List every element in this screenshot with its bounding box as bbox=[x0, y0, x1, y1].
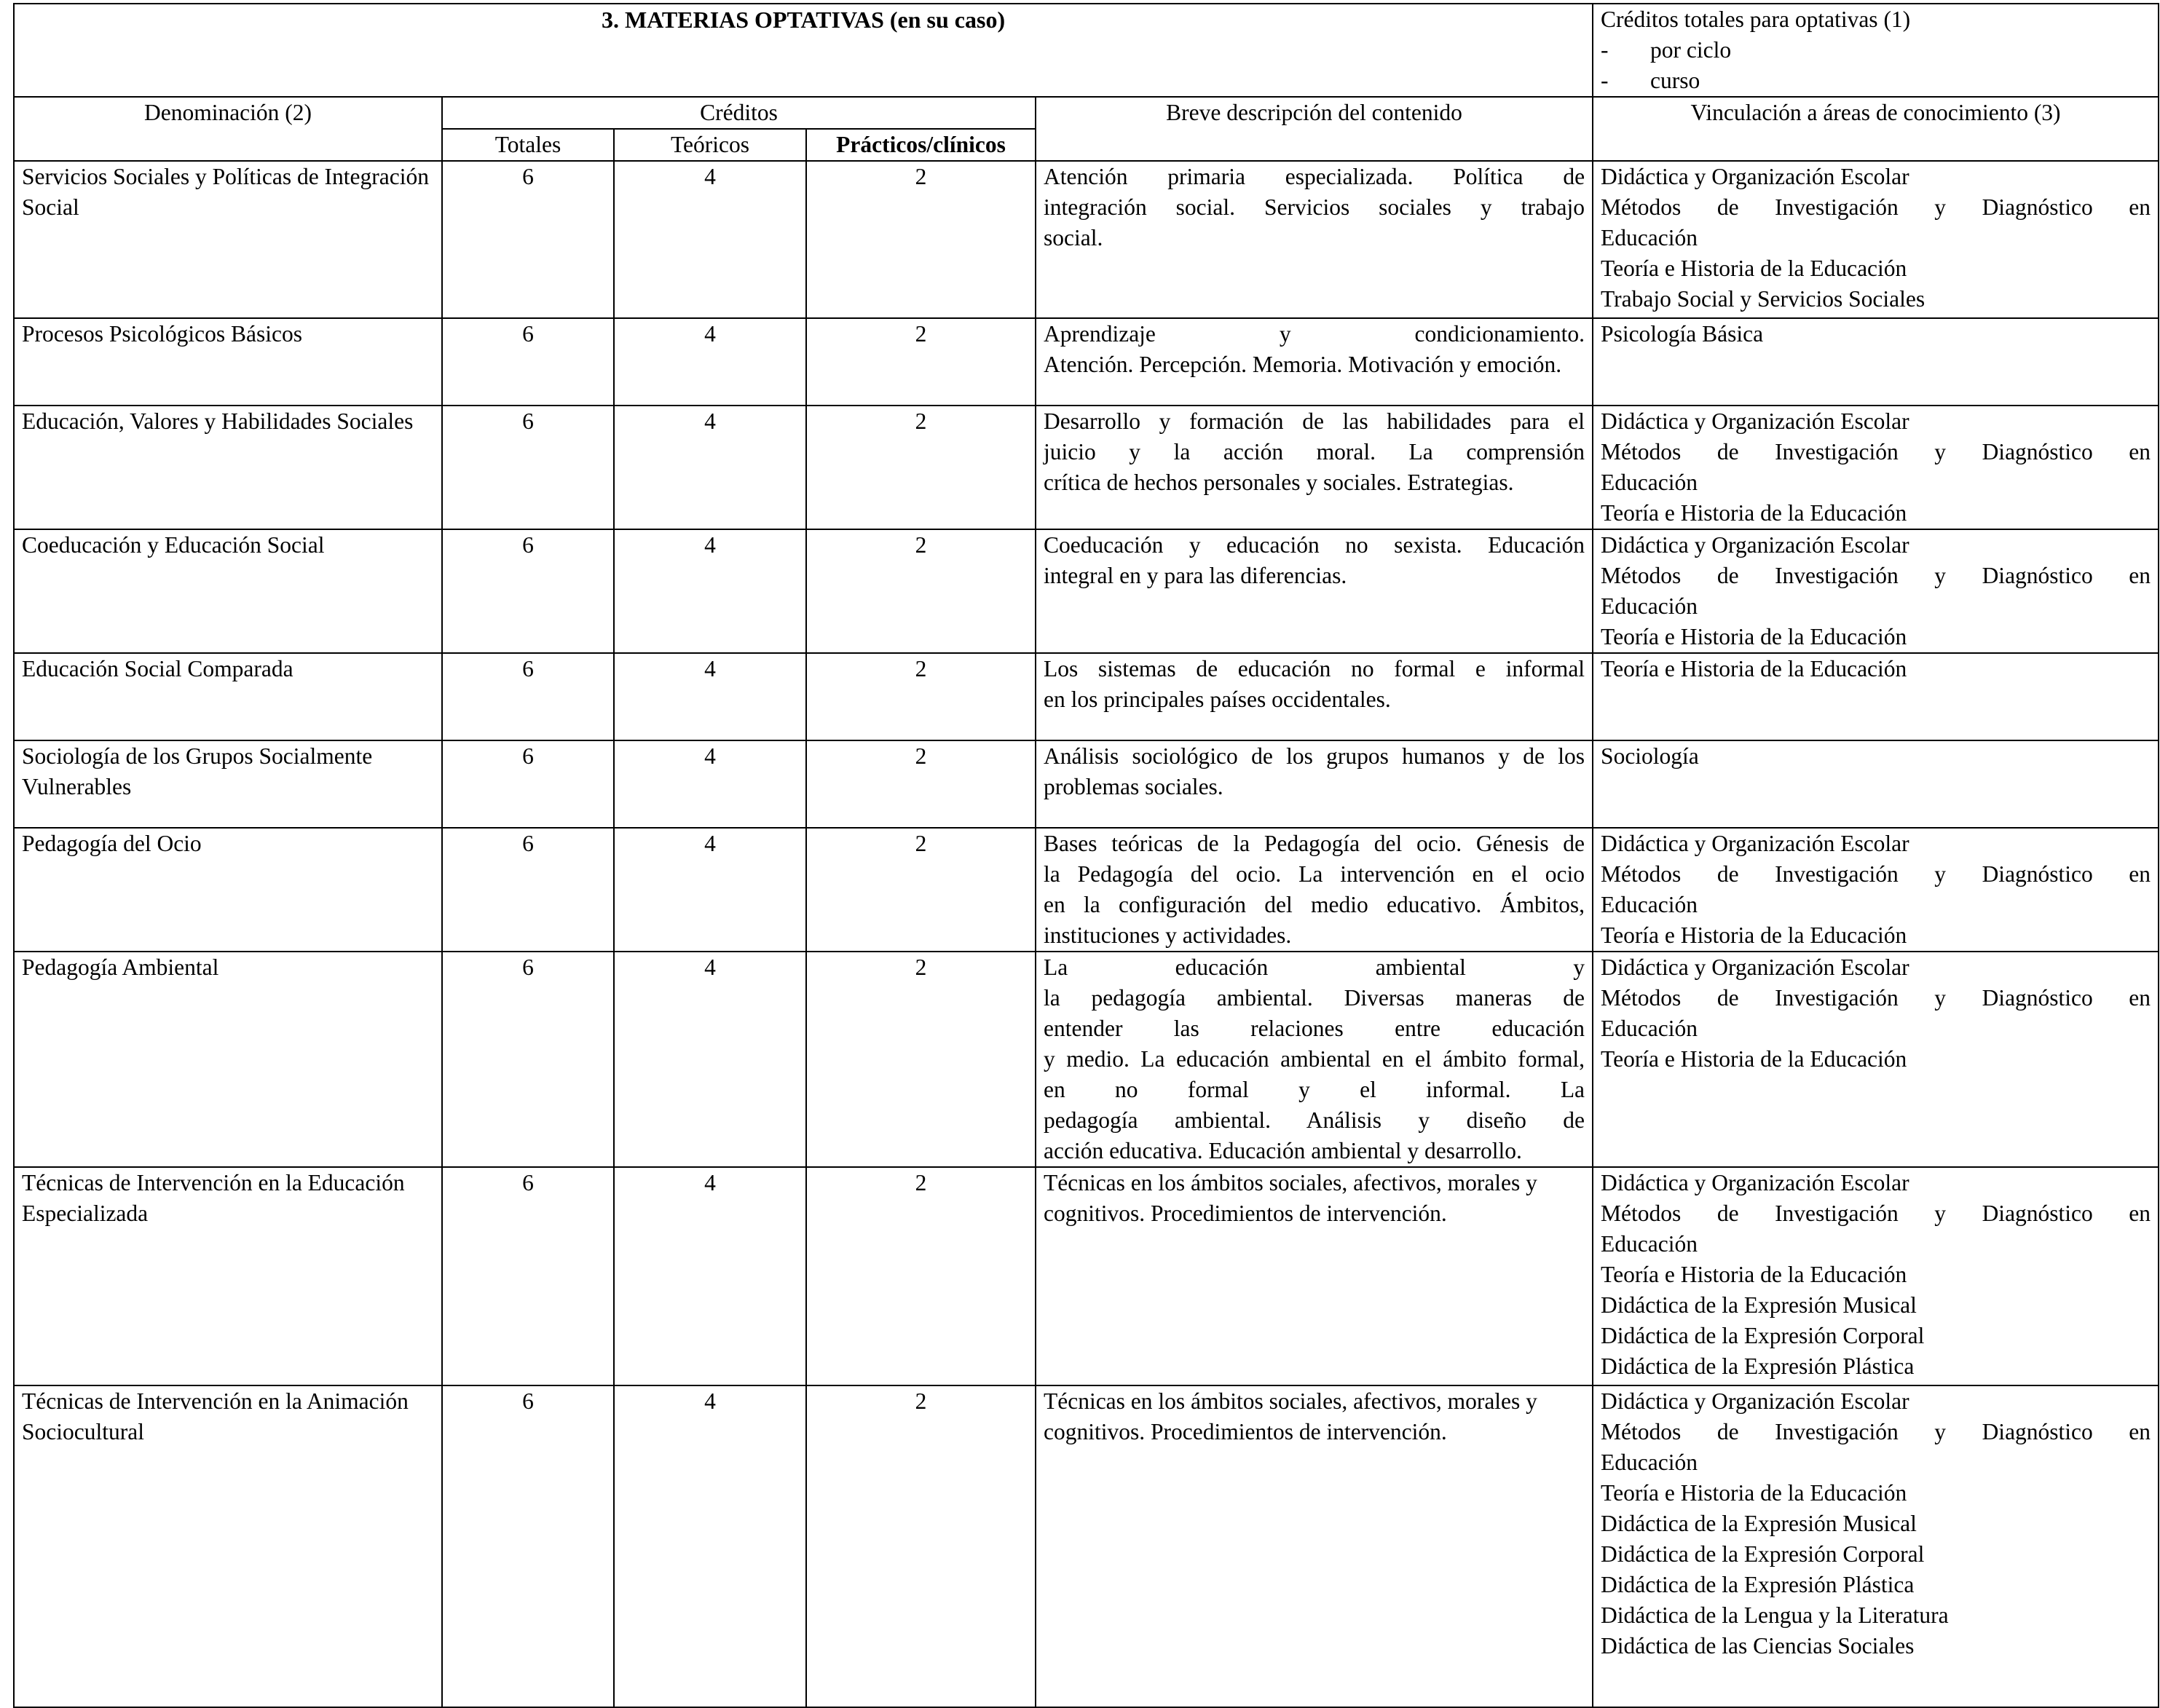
col-header-practicos: Prácticos/clínicos bbox=[806, 129, 1036, 161]
knowledge-area-item: Teoría e Historia de la Educación bbox=[1601, 256, 1907, 281]
knowledge-areas bbox=[1593, 828, 2159, 952]
col-header-descripcion: Breve descripción del contenido bbox=[1036, 97, 1593, 161]
knowledge-areas bbox=[1593, 952, 2159, 1167]
knowledge-area-item: Métodos de Investigación y Diagnóstico en Educación bbox=[1601, 1419, 2151, 1475]
knowledge-area-item: Didáctica de la Expresión Musical bbox=[1601, 1511, 1917, 1536]
table-row bbox=[14, 406, 2159, 529]
knowledge-areas bbox=[1593, 406, 2159, 529]
knowledge-area-item: Métodos de Investigación y Diagnóstico en Educación bbox=[1601, 861, 2151, 917]
credits-totales: 6 bbox=[442, 828, 614, 952]
subject-name: Pedagogía del Ocio bbox=[14, 828, 442, 952]
credits-teoricos: 4 bbox=[614, 653, 806, 740]
knowledge-area-item: Didáctica de la Expresión Musical bbox=[1601, 1292, 1917, 1318]
subject-description: Técnicas en los ámbitos sociales, afectivos, morales y cognitivos. Procedimientos de intervención. bbox=[1036, 1385, 1593, 1707]
knowledge-area-item: Sociología bbox=[1601, 743, 1699, 769]
section-title: 3. MATERIAS OPTATIVAS (en su caso) bbox=[14, 4, 1593, 97]
knowledge-area-item: Métodos de Investigación y Diagnóstico en Educación bbox=[1601, 1201, 2151, 1257]
knowledge-area-item: Teoría e Historia de la Educación bbox=[1601, 1046, 1907, 1072]
knowledge-areas bbox=[1593, 653, 2159, 740]
credits-totales: 6 bbox=[442, 1385, 614, 1707]
knowledge-area-item: Teoría e Historia de la Educación bbox=[1601, 1262, 1907, 1287]
table-row bbox=[14, 1385, 2159, 1707]
knowledge-area-item: Psicología Básica bbox=[1601, 321, 1764, 347]
subject-description: La educación ambiental y la pedagogía ambiental. Diversas maneras de entender las relaciones entre educación y medio. La educación ambiental en el ámbito formal, en no formal y el informal. La pedagogía ambiental. Análisis y diseño de acción educativa. Educación ambiental y desarrollo. bbox=[1036, 952, 1593, 1167]
credits-practicos: 2 bbox=[806, 740, 1036, 828]
subject-name: Pedagogía Ambiental bbox=[14, 952, 442, 1167]
subject-name: Servicios Sociales y Políticas de Integración Social bbox=[14, 161, 442, 318]
col-header-creditos: Créditos bbox=[442, 97, 1036, 129]
knowledge-area-item: Métodos de Investigación y Diagnóstico en Educación bbox=[1601, 439, 2151, 495]
total-credits-cell bbox=[1593, 4, 2159, 97]
subject-description: Los sistemas de educación no formal e informal en los principales países occidentales. bbox=[1036, 653, 1593, 740]
credits-teoricos: 4 bbox=[614, 1167, 806, 1385]
table-row bbox=[14, 740, 2159, 828]
knowledge-area-item: Didáctica y Organización Escolar bbox=[1601, 164, 1909, 189]
knowledge-areas bbox=[1593, 318, 2159, 406]
credits-totales: 6 bbox=[442, 529, 614, 653]
knowledge-area-item: Teoría e Historia de la Educación bbox=[1601, 624, 1907, 649]
subject-description: Coeducación y educación no sexista. Educación integral en y para las diferencias. bbox=[1036, 529, 1593, 653]
knowledge-areas bbox=[1593, 529, 2159, 653]
table-row bbox=[14, 952, 2159, 1167]
credits-totales: 6 bbox=[442, 653, 614, 740]
subject-description: Atención primaria especializada. Política de integración social. Servicios sociales y trabajo social. bbox=[1036, 161, 1593, 318]
credits-practicos: 2 bbox=[806, 1385, 1036, 1707]
subject-name: Procesos Psicológicos Básicos bbox=[14, 318, 442, 406]
knowledge-areas bbox=[1593, 1385, 2159, 1707]
knowledge-area-item: Teoría e Historia de la Educación bbox=[1601, 1480, 1907, 1506]
credits-teoricos: 4 bbox=[614, 740, 806, 828]
col-header-teoricos: Teóricos bbox=[614, 129, 806, 161]
credits-practicos: 2 bbox=[806, 161, 1036, 318]
credits-practicos: 2 bbox=[806, 828, 1036, 952]
knowledge-area-item: Didáctica de las Ciencias Sociales bbox=[1601, 1633, 1915, 1658]
table-row bbox=[14, 828, 2159, 952]
credits-teoricos: 4 bbox=[614, 529, 806, 653]
credits-totales: 6 bbox=[442, 318, 614, 406]
col-header-denominacion: Denominación (2) bbox=[14, 97, 442, 161]
knowledge-area-item: Métodos de Investigación y Diagnóstico en Educación bbox=[1601, 563, 2151, 619]
credits-practicos: 2 bbox=[806, 653, 1036, 740]
knowledge-area-item: Trabajo Social y Servicios Sociales bbox=[1601, 286, 1926, 312]
subject-name: Técnicas de Intervención en la Educación Especializada bbox=[14, 1167, 442, 1385]
credits-totales: 6 bbox=[442, 406, 614, 529]
credits-practicos: 2 bbox=[806, 529, 1036, 653]
credits-teoricos: 4 bbox=[614, 952, 806, 1167]
table-row bbox=[14, 653, 2159, 740]
table-row bbox=[14, 1167, 2159, 1385]
credits-teoricos: 4 bbox=[614, 1385, 806, 1707]
col-header-totales: Totales bbox=[442, 129, 614, 161]
knowledge-area-item: Didáctica de la Lengua y la Literatura bbox=[1601, 1602, 1949, 1628]
credits-teoricos: 4 bbox=[614, 161, 806, 318]
table-row bbox=[14, 529, 2159, 653]
total-credits-item: - por ciclo bbox=[1601, 35, 2151, 66]
total-credits-label: Créditos totales para optativas (1) bbox=[1601, 7, 1911, 32]
knowledge-area-item: Métodos de Investigación y Diagnóstico en Educación bbox=[1601, 985, 2151, 1041]
column-header-row bbox=[14, 97, 2159, 129]
subject-name: Coeducación y Educación Social bbox=[14, 529, 442, 653]
optional-subjects-table bbox=[13, 3, 2159, 1708]
table-row bbox=[14, 161, 2159, 318]
col-header-vinculacion: Vinculación a áreas de conocimiento (3) bbox=[1593, 97, 2159, 161]
subject-description: Aprendizaje y condicionamiento. Atención. Percepción. Memoria. Motivación y emoción. bbox=[1036, 318, 1593, 406]
credits-teoricos: 4 bbox=[614, 318, 806, 406]
credits-teoricos: 4 bbox=[614, 406, 806, 529]
knowledge-areas bbox=[1593, 1167, 2159, 1385]
credits-totales: 6 bbox=[442, 1167, 614, 1385]
credits-teoricos: 4 bbox=[614, 828, 806, 952]
subject-description: Desarrollo y formación de las habilidades para el juicio y la acción moral. La comprensión crítica de hechos personales y sociales. Estrategias. bbox=[1036, 406, 1593, 529]
knowledge-area-item: Didáctica de la Expresión Corporal bbox=[1601, 1541, 1925, 1567]
subject-description: Análisis sociológico de los grupos humanos y de los problemas sociales. bbox=[1036, 740, 1593, 828]
knowledge-area-item: Didáctica y Organización Escolar bbox=[1601, 1388, 1909, 1414]
knowledge-area-item: Teoría e Historia de la Educación bbox=[1601, 500, 1907, 526]
knowledge-area-item: Teoría e Historia de la Educación bbox=[1601, 922, 1907, 948]
knowledge-area-item: Didáctica de la Expresión Corporal bbox=[1601, 1323, 1925, 1348]
knowledge-area-item: Didáctica y Organización Escolar bbox=[1601, 831, 1909, 856]
knowledge-areas bbox=[1593, 740, 2159, 828]
knowledge-area-item: Didáctica y Organización Escolar bbox=[1601, 1170, 1909, 1195]
credits-practicos: 2 bbox=[806, 952, 1036, 1167]
knowledge-area-item: Teoría e Historia de la Educación bbox=[1601, 656, 1907, 681]
subject-description: Bases teóricas de la Pedagogía del ocio. Génesis de la Pedagogía del ocio. La intervención en el ocio en la configuración del medio educativo. Ámbitos, instituciones y actividades. bbox=[1036, 828, 1593, 952]
title-row bbox=[14, 4, 2159, 97]
document-page bbox=[13, 3, 2158, 1677]
knowledge-area-item: Didáctica de la Expresión Plástica bbox=[1601, 1572, 1915, 1597]
credits-practicos: 2 bbox=[806, 1167, 1036, 1385]
credits-totales: 6 bbox=[442, 161, 614, 318]
subject-name: Sociología de los Grupos Socialmente Vulnerables bbox=[14, 740, 442, 828]
knowledge-area-item: Didáctica y Organización Escolar bbox=[1601, 532, 1909, 558]
subject-description: Técnicas en los ámbitos sociales, afectivos, morales y cognitivos. Procedimientos de intervención. bbox=[1036, 1167, 1593, 1385]
knowledge-area-item: Didáctica de la Expresión Plástica bbox=[1601, 1353, 1915, 1379]
credits-practicos: 2 bbox=[806, 318, 1036, 406]
subject-name: Educación Social Comparada bbox=[14, 653, 442, 740]
credits-totales: 6 bbox=[442, 740, 614, 828]
subject-name: Educación, Valores y Habilidades Sociales bbox=[14, 406, 442, 529]
total-credits-item: - curso bbox=[1601, 66, 2151, 96]
knowledge-area-item: Didáctica y Organización Escolar bbox=[1601, 408, 1909, 434]
credits-practicos: 2 bbox=[806, 406, 1036, 529]
subject-name: Técnicas de Intervención en la Animación Sociocultural bbox=[14, 1385, 442, 1707]
table-row bbox=[14, 318, 2159, 406]
knowledge-area-item: Didáctica y Organización Escolar bbox=[1601, 954, 1909, 980]
knowledge-area-item: Métodos de Investigación y Diagnóstico en Educación bbox=[1601, 194, 2151, 250]
knowledge-areas bbox=[1593, 161, 2159, 318]
credits-totales: 6 bbox=[442, 952, 614, 1167]
